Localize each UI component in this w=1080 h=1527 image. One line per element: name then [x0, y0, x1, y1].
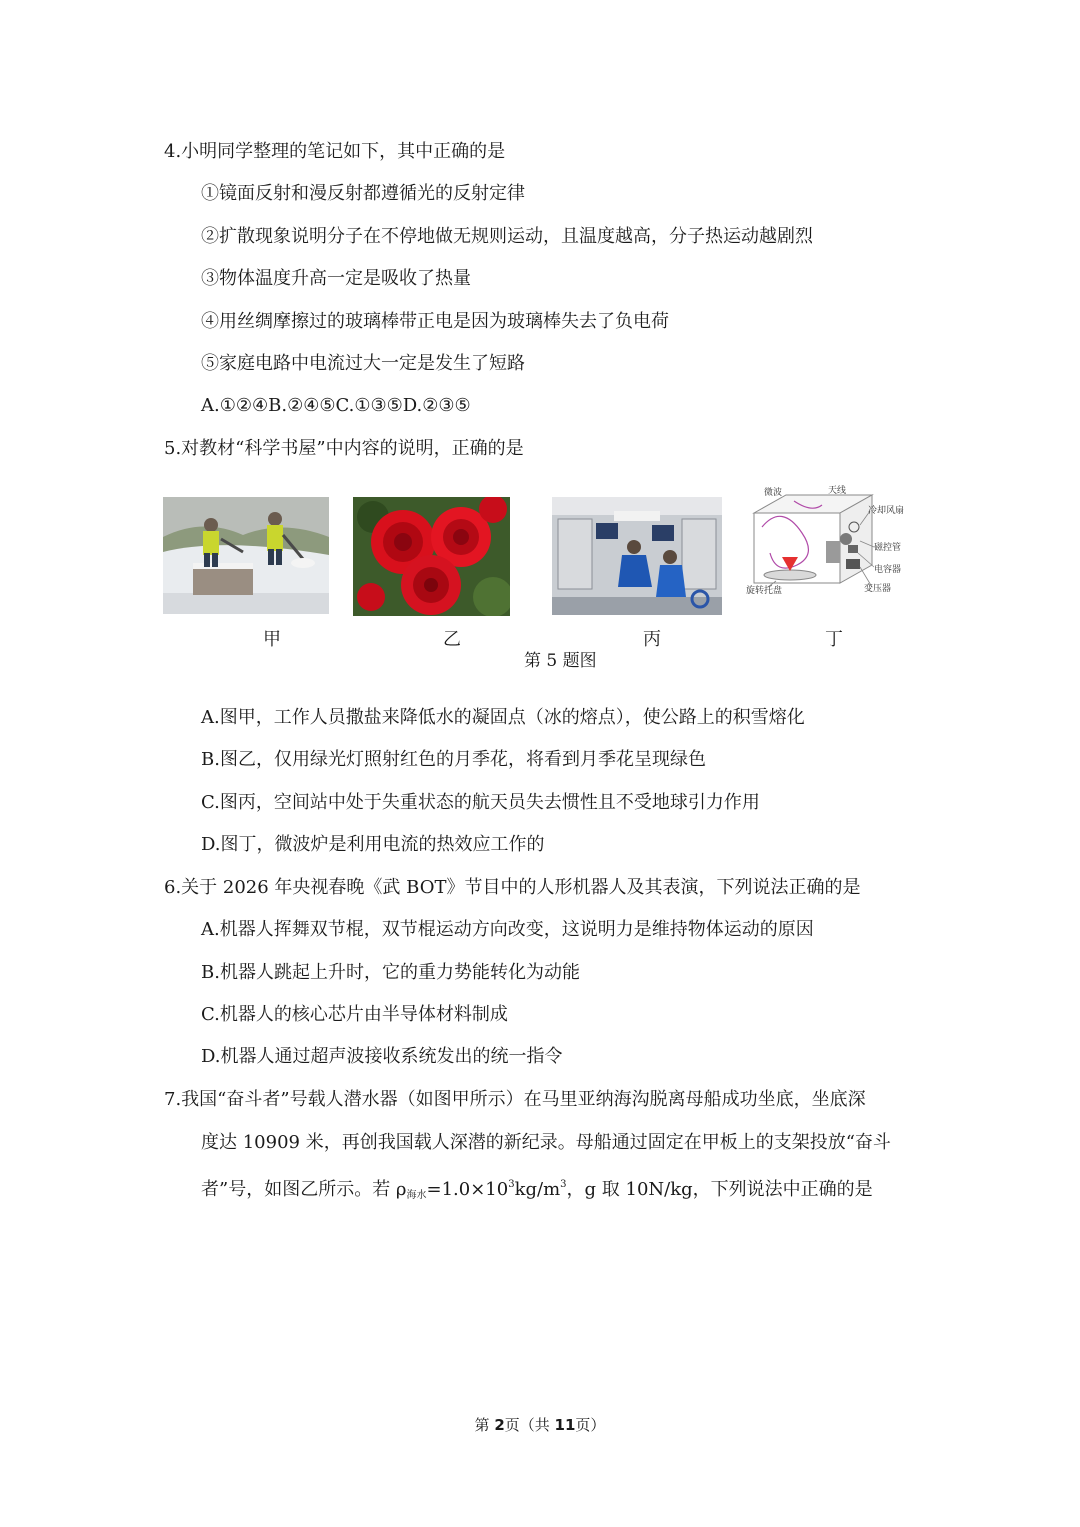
q4-item-2: ②扩散现象说明分子在不停地做无规则运动，且温度越高，分子热运动越剧烈 [201, 226, 813, 247]
q6-stem: 6.关于 2026 年央视春晚《武 BOT》节目中的人形机器人及其表演，下列说法正确的是 [164, 877, 861, 898]
q6-option-b: B.机器人跳起上升时，它的重力势能转化为动能 [201, 962, 580, 983]
microwave-label-antenna: 天线 [828, 486, 847, 496]
q5-option-b: B.图乙，仅用绿光灯照射红色的月季花，将看到月季花呈现绿色 [201, 749, 706, 770]
q5-option-a: A.图甲，工作人员撒盐来降低水的凝固点（冰的熔点），使公路上的积雪熔化 [201, 707, 805, 728]
q7-line-2: 度达 10909 米，再创我国载人深潜的新纪录。母船通过固定在甲板上的支架投放“奋斗 [201, 1132, 891, 1153]
rho-subscript: 海水 [406, 1190, 427, 1201]
q5-option-d: D.图丁，微波炉是利用电流的热效应工作的 [201, 834, 545, 855]
q4-item-1: ①镜面反射和漫反射都遵循光的反射定律 [201, 183, 525, 204]
figure-yi-red-roses [353, 497, 510, 616]
exponent-2: 3 [560, 1179, 567, 1190]
figure-label-yi: 乙 [443, 629, 461, 650]
q7-line-3-part-b: =1.0×10 [426, 1179, 509, 1200]
q5-option-c: C.图丙，空间站中处于失重状态的航天员失去惯性且不受地球引力作用 [201, 792, 760, 813]
q4-item-3: ③物体温度升高一定是吸收了热量 [201, 268, 471, 289]
q6-option-d: D.机器人通过超声波接收系统发出的统一指令 [201, 1046, 563, 1067]
q6-option-c: C.机器人的核心芯片由半导体材料制成 [201, 1004, 508, 1025]
footer-pre: 第 [474, 1416, 495, 1434]
figure-label-ding: 丁 [825, 629, 843, 650]
figure-label-bing: 丙 [643, 629, 661, 650]
microwave-label-magnetron: 磁控管 [874, 543, 902, 553]
page-footer [0, 1414, 1080, 1435]
microwave-label-wave: 微波 [764, 488, 783, 498]
q4-item-5: ⑤家庭电路中电流过大一定是发生了短路 [201, 353, 525, 374]
figure-ding-microwave-diagram [742, 483, 912, 605]
q7-line-3-part-a: 者”号，如图乙所示。若 ρ [201, 1179, 407, 1200]
footer-mid: 页（共 [504, 1416, 555, 1434]
microwave-label-tray: 旋转托盘 [746, 586, 783, 596]
q4-item-4: ④用丝绸摩擦过的玻璃棒带正电是因为玻璃棒失去了负电荷 [201, 311, 669, 332]
figure-jia-salt-workers [163, 497, 329, 614]
microwave-label-capacitor: 电容器 [874, 565, 902, 575]
q4-stem: 4.小明同学整理的笔记如下，其中正确的是 [164, 141, 506, 162]
q7-line-3-part-c: kg/m [514, 1179, 561, 1200]
figure-label-jia: 甲 [263, 629, 281, 650]
figure-caption: 第 5 题图 [524, 651, 597, 671]
microwave-label-fan: 冷却风扇 [868, 506, 905, 516]
footer-page-number: 2 [494, 1416, 505, 1434]
q5-stem: 5.对教材“科学书屋”中内容的说明，正确的是 [164, 438, 524, 459]
q7-line-3-part-d: ，g 取 10N/kg，下列说法中正确的是 [566, 1179, 873, 1200]
footer-post: 页） [575, 1416, 606, 1434]
q7-line-1: 7.我国“奋斗者”号载人潜水器（如图甲所示）在马里亚纳海沟脱离母船成功坐底，坐底深 [164, 1089, 866, 1110]
microwave-label-transformer: 变压器 [864, 584, 892, 594]
exponent-1: 3 [508, 1179, 515, 1190]
q4-options: A.①②④B.②④⑤C.①③⑤D.②③⑤ [201, 395, 471, 416]
figure-bing-space-station [552, 497, 722, 615]
q6-option-a: A.机器人挥舞双节棍，双节棍运动方向改变，这说明力是维持物体运动的原因 [201, 919, 814, 940]
footer-total-pages: 11 [554, 1416, 576, 1434]
q7-line-3 [201, 1173, 873, 1208]
